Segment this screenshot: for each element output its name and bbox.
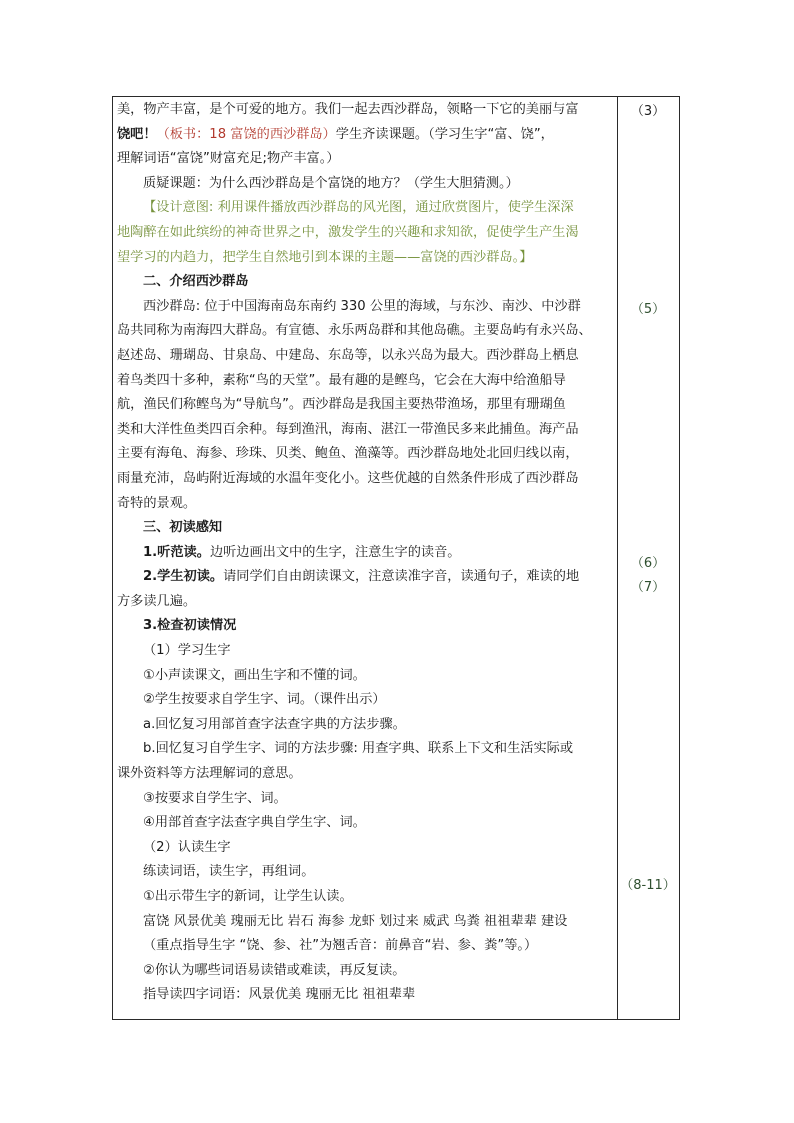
step-text: 请同学们自由朗读课文，注意读准字音，读通句子，难读的地	[223, 569, 580, 585]
section-heading: 三、初读感知	[143, 520, 223, 536]
text-line-rest: 学生齐读课题。（学习生字“富、饶”，	[335, 126, 554, 142]
text-line: 奇特的景观。	[117, 495, 197, 511]
text-line: ③按要求自学生字、词。	[143, 790, 287, 806]
step-label: 1.听范读。	[143, 544, 210, 560]
time-note: （6）	[630, 556, 666, 571]
text-line: 岛共同称为南海四大群岛。有宣德、永乐两岛群和其他岛礁。主要岛屿有永兴岛、	[117, 323, 592, 339]
text-line: ①出示带生字的新词，让学生认读。	[143, 889, 353, 904]
text-line: （重点指导生字 “饶、参、社”为翘舌音：前鼻音“岩、参、粪”等。）	[143, 938, 538, 954]
step-heading: 3.检查初读情况	[143, 618, 237, 634]
text-line: 练读词语，读生字，再组词。	[143, 864, 315, 880]
time-note: （7）	[630, 580, 666, 595]
design-intent-line: 【设计意图: 利用课件播放西沙群岛的风光图，通过欣赏图片，使学生深深	[143, 200, 574, 216]
table-right-border	[679, 96, 680, 1020]
text-line: 美，物产丰富，是个可爱的地方。我们一起去西沙群岛，领略一下它的美丽与富	[117, 102, 579, 117]
text-line-start: 饶吧！	[117, 126, 157, 142]
text-line	[117, 565, 613, 590]
step-label: 2.学生初读。	[143, 569, 224, 585]
text-line	[117, 541, 613, 566]
section-heading: 二、介绍西沙群岛	[143, 274, 249, 290]
text-line: ④用部首查字法查字典自学生字、词。	[143, 815, 366, 831]
text-line: 雨量充沛，岛屿附近海域的水温年变化小。这些优越的自然条件形成了西沙群岛	[117, 470, 579, 486]
text-line: 类和大洋性鱼类四百余种。每到渔汛，海南、湛江一带渔民多来此捕鱼。海产品	[117, 421, 579, 437]
time-note: （5）	[630, 302, 666, 317]
text-line: ②学生按要求自学生字、词。（课件出示）	[143, 692, 386, 708]
step-text: 边听边画出文中的生字，注意生字的读音。	[209, 544, 461, 560]
text-line: 西沙群岛: 位于中国海南岛东南约 330 公里的海域，与东沙、南沙、中沙群	[143, 298, 581, 314]
lesson-content	[117, 98, 613, 1008]
text-line: a.回忆复习用部首查字法查字典的方法步骤。	[143, 716, 406, 732]
sub-heading: （2）认读生字	[143, 839, 231, 855]
text-line: 主要有海龟、海参、珍珠、贝类、鲍鱼、渔藻等。西沙群岛地处北回归线以南，	[117, 446, 579, 462]
design-intent-line: 地陶醉在如此缤纷的神奇世界之中，激发学生的兴趣和求知欲，促使学生产生渴	[117, 224, 579, 240]
sub-heading: （1）学习生字	[143, 643, 231, 659]
design-intent-line: 望学习的内趋力，把学生自然地引到本课的主题——富饶的西沙群岛。】	[117, 249, 533, 265]
text-line: ①小声读课文，画出生字和不懂的词。	[143, 667, 366, 683]
text-line: 方多读几遍。	[117, 593, 197, 609]
text-line: 赵述岛、珊瑚岛、甘泉岛、中建岛、东岛等，以永兴岛为最大。西沙群岛上栖息	[117, 347, 579, 363]
text-line: 着鸟类四十多种，素称“鸟的天堂”。最有趣的是鲣鸟，它会在大海中给渔船导	[117, 372, 566, 388]
text-line: ②你认为哪些词语易读错或难读，再反复读。	[143, 962, 406, 978]
text-line: 航，渔民们称鲣鸟为“导航鸟”。西沙群岛是我国主要热带渔场，那里有珊瑚鱼	[117, 397, 566, 413]
time-note: （3）	[630, 104, 666, 119]
blackboard-title: （板书：18 富饶的西沙群岛）	[156, 126, 336, 142]
text-line: 质疑课题：为什么西沙群岛是个富饶的地方？（学生大胆猜测。）	[143, 175, 519, 191]
time-note: （8-11）	[620, 878, 676, 893]
text-line	[117, 123, 613, 148]
vocabulary-list: 富饶 风景优美 瑰丽无比 岩石 海参 龙虾 划过来 威武 鸟粪 祖祖辈辈 建设	[143, 913, 568, 929]
text-line: 理解词语“富饶”财富充足;物产丰富。）	[117, 151, 340, 167]
text-line: 课外资料等方法理解词的意思。	[117, 766, 302, 782]
table-left-border	[112, 96, 113, 1020]
text-line: b.回忆复习自学生字、词的方法步骤: 用查字典、联系上下文和生活实际或	[143, 741, 574, 757]
text-line: 指导读四字词语：风景优美 瑰丽无比 祖祖辈辈	[143, 987, 416, 1003]
